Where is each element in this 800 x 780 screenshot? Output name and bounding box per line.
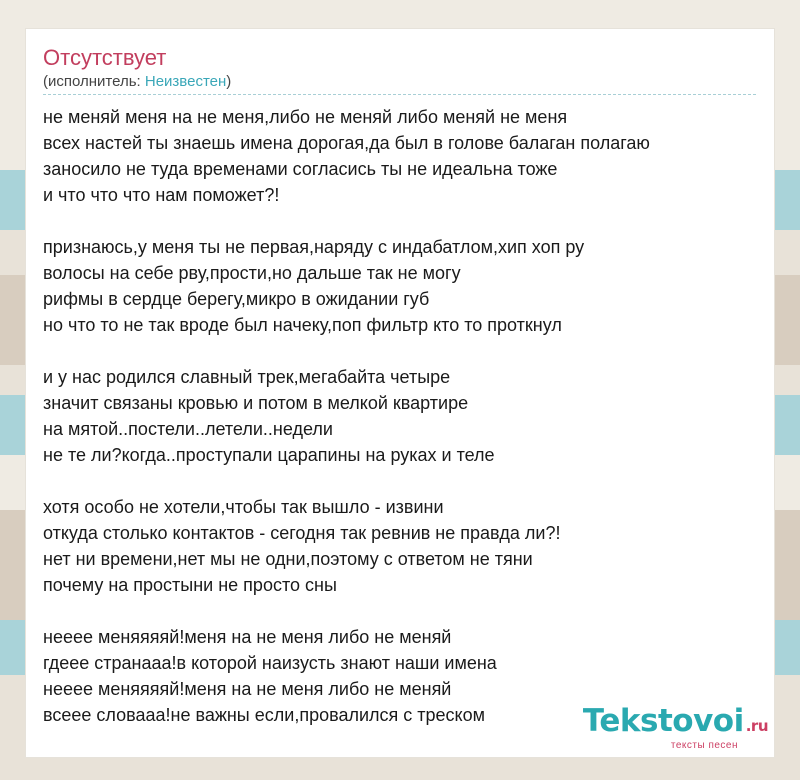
lyric-line: волосы на себе рву,прости,но дальше так не могу — [43, 263, 461, 283]
song-title: Отсутствует — [43, 45, 167, 70]
lyric-line: заносило не туда временами согласись ты не идеальна тоже — [43, 159, 558, 179]
lyric-line: и что что что нам поможет?! — [43, 185, 280, 205]
lyric-line: признаюсь,у меня ты не первая,наряду с индабатлом,хип хоп ру — [43, 237, 585, 257]
stanza — [43, 494, 758, 598]
lyric-line: хотя особо не хотели,чтобы так вышло - извини — [43, 497, 444, 517]
lyric-line: откуда столько контактов - сегодня так ревнив не правда ли?! — [43, 523, 561, 543]
logo-tagline: тексты песен — [670, 740, 738, 751]
stanza — [43, 364, 758, 468]
logo-main-text: Tekstovoi — [582, 703, 744, 739]
lyrics-body — [43, 104, 758, 754]
lyric-line: нет ни времени,нет мы не одни,поэтому с ответом не тяни — [43, 549, 533, 569]
performer-line — [43, 73, 231, 90]
logo-wordmark — [583, 704, 768, 743]
lyric-line: нееее меняяяяй!меня на не меня либо не меняй — [43, 679, 452, 699]
performer-link[interactable]: Неизвестен — [144, 73, 227, 90]
lyric-line: значит связаны кровью и потом в мелкой квартире — [43, 393, 469, 413]
stanza — [43, 234, 758, 338]
lyric-line: не меняй меня на не меня,либо не меняй либо меняй не меня — [43, 107, 568, 127]
header-divider — [43, 94, 756, 95]
lyric-line: всех настей ты знаешь имена дорогая,да был в голове балаган полагаю — [43, 133, 650, 153]
lyric-line: но что то не так вроде был начеку,поп фильтр кто то проткнул — [43, 315, 562, 335]
lyric-line: всеее словааа!не важны если,провалился с треском — [43, 705, 485, 725]
lyric-line: нееее меняяяяй!меня на не меня либо не меняй — [43, 627, 452, 647]
logo-tld: .ru — [745, 717, 768, 735]
performer-suffix: ) — [226, 73, 232, 90]
site-logo[interactable] — [583, 704, 768, 751]
lyric-line: и у нас родился славный трек,мегабайта четыре — [43, 367, 451, 387]
lyric-line: гдеее странааа!в которой наизусть знают наши имена — [43, 653, 497, 673]
lyric-line: на мятой..постели..летели..недели — [43, 419, 333, 439]
stanza — [43, 104, 758, 208]
lyrics-card — [25, 28, 775, 758]
lyric-line: рифмы в сердце берегу,микро в ожидании губ — [43, 289, 430, 309]
lyric-line: почему на простыни не просто сны — [43, 575, 337, 595]
lyric-line: не те ли?когда..проступали царапины на руках и теле — [43, 445, 495, 465]
performer-prefix: (исполнитель: — [43, 73, 145, 90]
